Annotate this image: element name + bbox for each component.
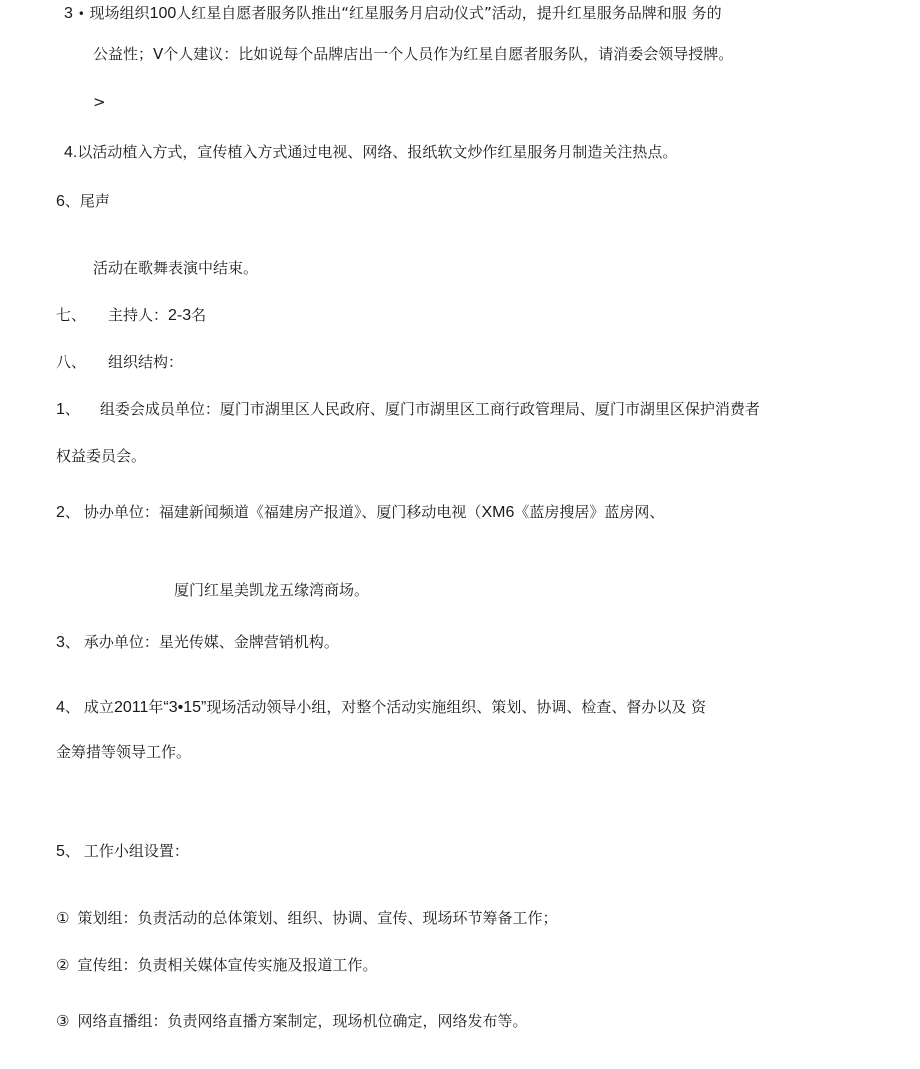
group-text: 网络直播组：负责网络直播方案制定，现场机位确定，网络发布等。	[77, 1012, 528, 1030]
org-5-number: 5	[56, 843, 65, 860]
org-1-line	[56, 399, 760, 420]
org-1-continuation: 权益委员会。	[56, 447, 147, 465]
section-7-line	[56, 305, 206, 326]
section-7-unit: 名	[191, 306, 207, 324]
item-3-text-a: 现场组织	[89, 4, 150, 22]
group-marker: ②	[56, 956, 70, 974]
org-1-number: 1	[56, 401, 65, 418]
item-3-number: 3	[64, 5, 73, 22]
group-item	[56, 1011, 527, 1031]
org-4-line	[56, 697, 706, 718]
org-3-line	[56, 632, 339, 653]
section-7-text: 主持人：	[108, 306, 169, 324]
group-marker: ③	[56, 1012, 70, 1030]
org-1-sep: 、	[64, 400, 80, 418]
section-8-text: 组织结构：	[108, 353, 184, 371]
org-3-number: 3	[56, 634, 65, 651]
org-3-text: 承办单位：星光传媒、金牌营销机构。	[83, 633, 339, 651]
item-4-line	[64, 142, 677, 163]
org-2-continuation: 厦门红星美凯龙五缘湾商场。	[174, 581, 370, 599]
item-4-number: 4.	[64, 144, 78, 161]
org-2-text-a: 协办单位：福建新闻频道《福建房产报道》、厦门移动电视（	[83, 503, 482, 521]
org-2-line	[56, 502, 664, 523]
org-3-sep: 、	[64, 633, 80, 651]
section-8-line	[56, 352, 183, 372]
item-3-text-b: 人红星自愿者服务队推出“红星服务月启动仪式”活动，提升红星服务品牌和服 务的	[176, 4, 722, 22]
org-4-text-b: 年	[148, 698, 164, 716]
org-5-line	[56, 841, 189, 862]
org-4-quote: “3•15”	[163, 699, 207, 716]
item-6-heading	[56, 191, 110, 212]
org-1-text: 组委会成员单位：厦门市湖里区人民政府、厦门市湖里区工商行政管理局、厦门市湖里区保护消费者	[99, 400, 760, 418]
group-text: 策划组：负责活动的总体策划、组织、协调、宣传、现场环节筹备工作；	[77, 909, 558, 927]
group-item	[56, 908, 557, 928]
org-4-continuation: 金筹措等领导工作。	[56, 743, 192, 761]
item-3-bullet: •	[77, 7, 85, 21]
section-7-value: 2-3	[168, 307, 192, 324]
group-text: 宣传组：负责相关媒体宣传实施及报道工作。	[77, 956, 378, 974]
org-4-text-c: 现场活动领导小组，对整个活动实施组织、策划、协调、检查、督办以及 资	[206, 698, 707, 716]
org-4-number: 4	[56, 699, 65, 716]
org-4-year: 2011	[113, 699, 149, 716]
org-5-sep: 、	[64, 842, 80, 860]
org-2-code: XM6	[481, 504, 515, 521]
item-6-body: 活动在歌舞表演中结束。	[93, 259, 259, 277]
org-2-sep: 、	[64, 503, 80, 521]
item-3-count: 100	[149, 5, 177, 22]
org-4-text-a: 成立	[83, 698, 114, 716]
org-4-sep: 、	[64, 698, 80, 716]
item-6-text: 、尾声	[64, 192, 110, 210]
org-2-number: 2	[56, 504, 65, 521]
item-4-text: 以活动植入方式，宣传植入方式通过电视、网络、报纸软文炒作红星服务月制造关注热点。	[77, 143, 678, 161]
section-7-label: 七、	[56, 306, 87, 324]
item-3-line	[64, 3, 722, 24]
item-6-number: 6	[56, 193, 65, 210]
section-8-label: 八、	[56, 353, 87, 371]
item-3-marker: >	[93, 93, 106, 111]
item-3-continuation: 公益性；V个人建议：比如说每个品牌店出一个人员作为红星自愿者服务队，请消委会领导授牌。	[93, 45, 734, 63]
org-2-text-b: 《蓝房搜居》蓝房网、	[514, 503, 665, 521]
group-marker: ①	[56, 909, 70, 927]
org-5-text: 工作小组设置：	[83, 842, 189, 860]
group-item	[56, 955, 377, 975]
